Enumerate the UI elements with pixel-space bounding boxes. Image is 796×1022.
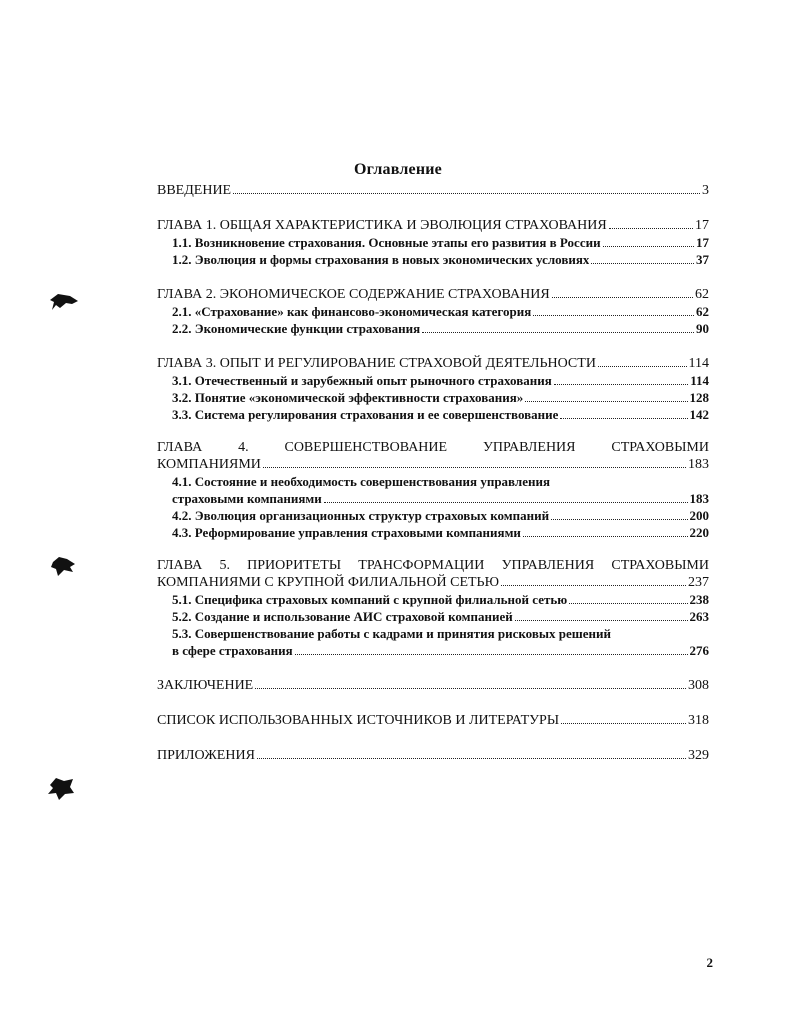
toc-entry-section-4-2[interactable] — [157, 507, 709, 524]
toc-entry-chapter-5-line1[interactable]: ГЛАВА 5. ПРИОРИТЕТЫ ТРАНСФОРМАЦИИ УПРАВЛЕНИЯ СТРАХОВЫМИ — [157, 558, 709, 573]
toc-entry-label: 3.1. Отечественный и зарубежный опыт рыночного страхования — [172, 373, 552, 388]
dot-leader — [523, 536, 688, 537]
toc-entry-section-1-2[interactable] — [157, 251, 709, 268]
toc-entry-sources[interactable] — [157, 712, 709, 729]
toc-page-number: 183 — [688, 457, 709, 472]
toc-entry-label: ГЛАВА 3. ОПЫТ И РЕГУЛИРОВАНИЕ СТРАХОВОЙ ДЕЯТЕЛЬНОСТИ — [157, 356, 596, 371]
dot-leader — [552, 297, 693, 298]
toc-page-number: 37 — [696, 252, 709, 267]
toc-page-number: 114 — [690, 373, 709, 388]
toc-page-number: 308 — [688, 678, 709, 693]
hole-punch-mark — [48, 292, 80, 312]
dot-leader — [525, 401, 687, 402]
dot-leader — [598, 366, 687, 367]
toc-page-number: 128 — [689, 390, 709, 405]
toc-entry-section-2-2[interactable] — [157, 320, 709, 337]
dot-leader — [591, 263, 694, 264]
toc-entry-chapter-5[interactable] — [157, 574, 709, 591]
toc-entry-label: ПРИЛОЖЕНИЯ — [157, 748, 255, 763]
dot-leader — [609, 228, 693, 229]
toc-entry-label: ВВЕДЕНИЕ — [157, 183, 232, 198]
dot-leader — [501, 585, 686, 586]
dot-leader — [324, 502, 688, 503]
dot-leader — [515, 620, 688, 621]
toc-page-number: 142 — [689, 407, 709, 422]
dot-leader — [257, 758, 686, 759]
toc-entry-label: 5.2. Создание и использование АИС страховой компанией — [172, 609, 513, 624]
toc-entry-label: 3.3. Система регулирования страхования и ее совершенствование — [172, 407, 559, 422]
toc-entry-label: ЗАКЛЮЧЕНИЕ — [157, 678, 254, 693]
toc-entry-label: 5.1. Специфика страховых компаний с крупной филиальной сетью — [172, 592, 568, 607]
table-of-contents — [157, 182, 709, 764]
toc-entry-section-3-1[interactable] — [157, 372, 709, 389]
toc-entry-conclusion[interactable] — [157, 677, 709, 694]
toc-entry-label: 4.3. Реформирование управления страховыми компаниями — [172, 525, 521, 540]
dot-leader — [603, 246, 694, 247]
toc-page-number: 17 — [696, 235, 709, 250]
toc-page-number: 318 — [688, 713, 709, 728]
toc-entry-section-4-3[interactable] — [157, 524, 709, 541]
dot-leader — [233, 193, 700, 194]
dot-leader — [255, 688, 686, 689]
dot-leader — [533, 315, 694, 316]
hole-punch-mark — [50, 556, 78, 578]
toc-page-number: 329 — [688, 748, 709, 763]
toc-page-number: 276 — [689, 643, 709, 658]
toc-page-number: 114 — [688, 356, 709, 371]
toc-entry-chapter-4-line1[interactable]: ГЛАВА 4. СОВЕРШЕНСТВОВАНИЕ УПРАВЛЕНИЯ СТРАХОВЫМИ — [157, 440, 709, 455]
toc-entry-section-3-2[interactable] — [157, 389, 709, 406]
toc-entry-label: 2.1. «Страхование» как финансово-экономическая категория — [172, 304, 532, 319]
toc-entry-label: ГЛАВА 1. ОБЩАЯ ХАРАКТЕРИСТИКА И ЭВОЛЮЦИЯ СТРАХОВАНИЯ — [157, 218, 607, 233]
dot-leader — [295, 654, 688, 655]
hole-punch-mark — [46, 776, 76, 802]
page-title: Оглавление — [354, 161, 442, 178]
page-number: 2 — [706, 955, 713, 970]
toc-page-number: 238 — [689, 592, 709, 607]
toc-entry-chapter-2[interactable] — [157, 286, 709, 303]
dot-leader — [561, 723, 686, 724]
toc-page-number: 200 — [689, 508, 709, 523]
dot-leader — [554, 384, 688, 385]
toc-entry-label: 1.1. Возникновение страхования. Основные этапы его развития в России — [172, 235, 601, 250]
toc-entry-label: 4.2. Эволюция организационных структур страховых компаний — [172, 508, 550, 523]
toc-page-number: 3 — [702, 183, 709, 198]
toc-entry-chapter-3[interactable] — [157, 355, 709, 372]
toc-page-number: 90 — [696, 321, 709, 336]
toc-entry-label: КОМПАНИЯМИ С КРУПНОЙ ФИЛИАЛЬНОЙ СЕТЬЮ — [157, 575, 499, 590]
toc-entry-label: 3.2. Понятие «экономической эффективности страхования» — [172, 390, 524, 405]
toc-entry-section-5-3[interactable] — [157, 642, 709, 659]
toc-page-number: 183 — [689, 491, 709, 506]
toc-page-number: 62 — [696, 304, 709, 319]
toc-entry-section-5-2[interactable] — [157, 608, 709, 625]
toc-entry-section-4-1-line1[interactable]: 4.1. Состояние и необходимость совершенствования управления — [172, 474, 550, 489]
toc-entry-chapter-4[interactable] — [157, 456, 709, 473]
toc-page-number: 263 — [689, 609, 709, 624]
toc-page-number: 220 — [689, 525, 709, 540]
toc-entry-label: страховыми компаниями — [172, 491, 322, 506]
toc-entry-label: КОМПАНИЯМИ — [157, 457, 261, 472]
toc-entry-section-2-1[interactable] — [157, 303, 709, 320]
dot-leader — [551, 519, 687, 520]
toc-entry-label: СПИСОК ИСПОЛЬЗОВАННЫХ ИСТОЧНИКОВ И ЛИТЕРАТУРЫ — [157, 713, 560, 728]
toc-entry-label: в сфере страхования — [172, 643, 293, 658]
toc-page-number: 62 — [695, 287, 709, 302]
toc-entry-section-3-3[interactable] — [157, 406, 709, 423]
toc-entry-chapter-1[interactable] — [157, 217, 709, 234]
dot-leader — [569, 603, 687, 604]
toc-page-number: 17 — [695, 218, 709, 233]
toc-entry-label: ГЛАВА 2. ЭКОНОМИЧЕСКОЕ СОДЕРЖАНИЕ СТРАХОВАНИЯ — [157, 287, 550, 302]
toc-entry-appendix[interactable] — [157, 747, 709, 764]
toc-entry-label: 1.2. Эволюция и формы страхования в новых экономических условиях — [172, 252, 590, 267]
toc-entry-section-4-1[interactable] — [157, 490, 709, 507]
toc-entry-section-1-1[interactable] — [157, 234, 709, 251]
dot-leader — [263, 467, 686, 468]
toc-page-number: 237 — [688, 575, 709, 590]
dot-leader — [560, 418, 687, 419]
toc-entry-section-5-3-line1[interactable]: 5.3. Совершенствование работы с кадрами и принятия рисковых решений — [172, 626, 611, 641]
toc-entry-intro[interactable] — [157, 182, 709, 199]
dot-leader — [422, 332, 694, 333]
toc-entry-label: 2.2. Экономические функции страхования — [172, 321, 421, 336]
toc-entry-section-5-1[interactable] — [157, 591, 709, 608]
